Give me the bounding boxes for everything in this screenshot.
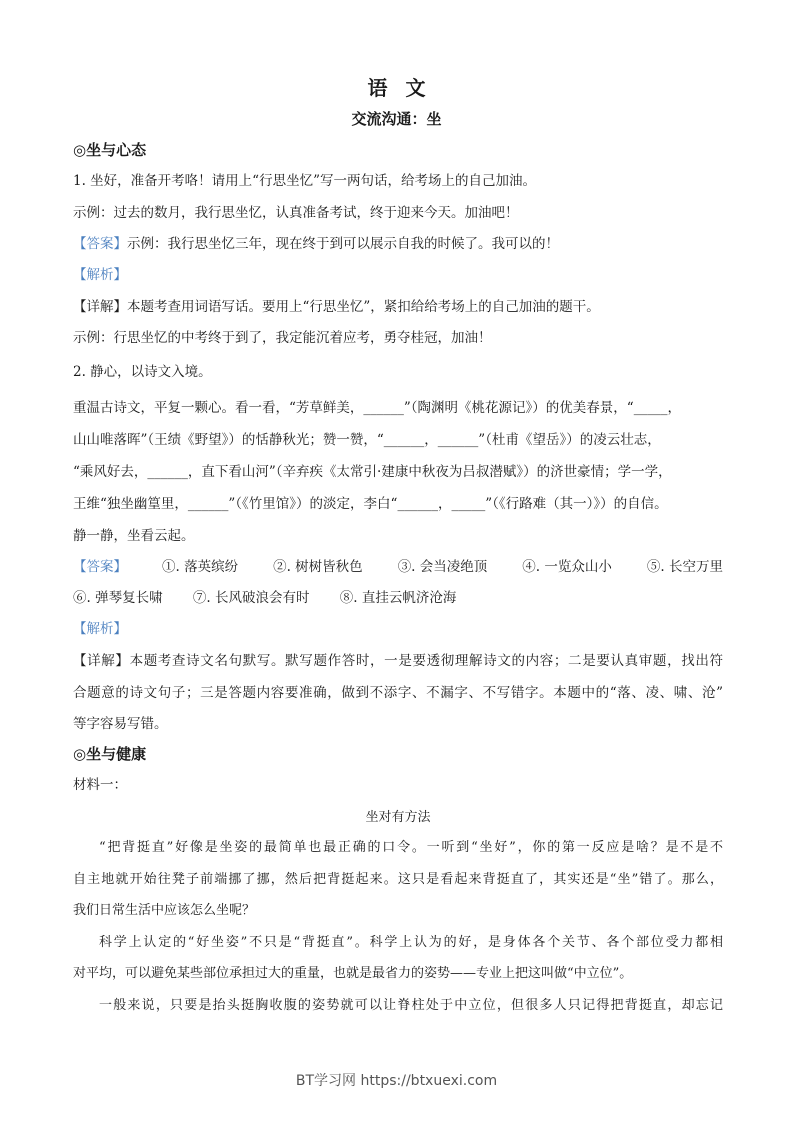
q1-detail-example: 示例：行思坐忆的中考终于到了，我定能沉着应考，勇夺桂冠，加油！	[73, 330, 492, 346]
answer-item: ②. 树树皆秋色	[273, 559, 363, 575]
answer-item: ④. 一览众山小	[522, 559, 612, 575]
page-title: 语文	[367, 76, 444, 100]
page-subtitle: 交流沟通：坐	[351, 110, 442, 128]
material-line: 我们日常生活中应该怎么坐呢？	[73, 903, 256, 918]
q2-passage-line: 山山唯落晖”（王绩《野望》）的恬静秋光；赞一赞，“______，______”（杜甫《望岳》）的凌云壮志，	[73, 432, 661, 448]
q2-passage-line: 王维“独坐幽篁里，______”（《竹里馆》）的淡定，李白“______，_____”（《行路难（其一）》）的自信。	[73, 496, 668, 512]
q1-detail	[73, 297, 723, 317]
detail-label: 【详解】	[73, 653, 130, 669]
q2-passage-line: 静一静，坐看云起。	[73, 528, 195, 544]
q1-answer	[73, 234, 723, 254]
q1-analysis-label: 【解析】	[73, 267, 127, 283]
q1-prompt: 1. 坐好，准备开考咯！请用上“行思坐忆”写一两句话，给考场上的自己加油。	[73, 173, 536, 189]
material-line: 自主地就开始往凳子前端挪了挪，然后把背挺起来。这只是看起来背挺直了，其实还是“坐”错了。那么，	[73, 872, 723, 887]
q2-detail-line	[73, 651, 723, 671]
answer-item: ⑤. 长空万里	[646, 559, 723, 575]
q2-passage-line: 重温古诗文，平复一颗心。看一看，“芳草鲜美，______”（陶渊明《桃花源记》）的优美春景，“_____，	[73, 400, 681, 416]
answer-item: ①. 落英缤纷	[162, 559, 239, 575]
q2-prompt: 2. 静心，以诗文入境。	[73, 364, 212, 380]
material-label: 材料一：	[73, 777, 127, 793]
material-line: 科学上认定的“好坐姿”不只是“背挺直”。科学上认为的好，是身体各个关节、各个部位受力都相	[99, 935, 723, 950]
footer-watermark: BT学习网 https://btxuexi.com	[295, 1073, 498, 1089]
q1-example: 示例：过去的数月，我行思坐忆，认真准备考试，终于迎来今天。加油吧！	[73, 205, 519, 221]
detail-text: 本题考查用词语写话。要用上“行思坐忆”，紧扣给给考场上的自己加油的题干。	[127, 299, 600, 315]
material-title: 坐对有方法	[365, 810, 431, 825]
q2-answers-row	[73, 588, 723, 608]
answer-item: ③. 会当凌绝顶	[397, 559, 488, 575]
answer-text: 示例：我行思坐忆三年，现在终于到可以展示自我的时候了。我可以的！	[127, 236, 559, 252]
material-line: “把背挺直”好像是坐姿的最简单也最正确的口令。一听到“坐好”，你的第一反应是啥？是不是不	[99, 840, 723, 855]
answer-item: ⑥. 弹琴复长啸	[73, 590, 163, 606]
section-heading-health: ◎坐与健康	[73, 745, 147, 763]
material-line: 一般来说，只要是抬头挺胸收腹的姿势就可以让脊柱处于中立位，但很多人只记得把背挺直，却忘记	[99, 998, 723, 1013]
answer-item: ⑧. 直挂云帆济沧海	[339, 590, 457, 606]
answer-item: ⑦. 长风破浪会有时	[192, 590, 310, 606]
q2-answers-row	[73, 557, 723, 577]
q2-passage-line: “乘风好去，______，直下看山河”（辛弃疾《太常引·建康中秋夜为吕叔潜赋》）的济世豪情；学一学，	[73, 464, 672, 480]
detail-label: 【详解】	[73, 299, 127, 315]
section-heading-mindset: ◎坐与心态	[73, 141, 147, 159]
answer-label: 【答案】	[73, 559, 127, 575]
q2-analysis-label: 【解析】	[73, 621, 127, 637]
q2-detail-line: 合题意的诗文句子；三是答题内容要准确，做到不添字、不漏字、不写错字。本题中的“落、凌、啸、沧”	[73, 685, 723, 701]
q2-detail-line: 等字容易写错。	[73, 716, 168, 732]
material-line: 对平均，可以避免某些部位承担过大的重量，也就是最省力的姿势——专业上把这叫做“中立位”。	[73, 966, 633, 981]
answer-label: 【答案】	[73, 236, 127, 252]
detail-text: 本题考查诗文名句默写。默写题作答时，一是要透彻理解诗文的内容；二是要认真审题，找出符	[129, 653, 723, 669]
